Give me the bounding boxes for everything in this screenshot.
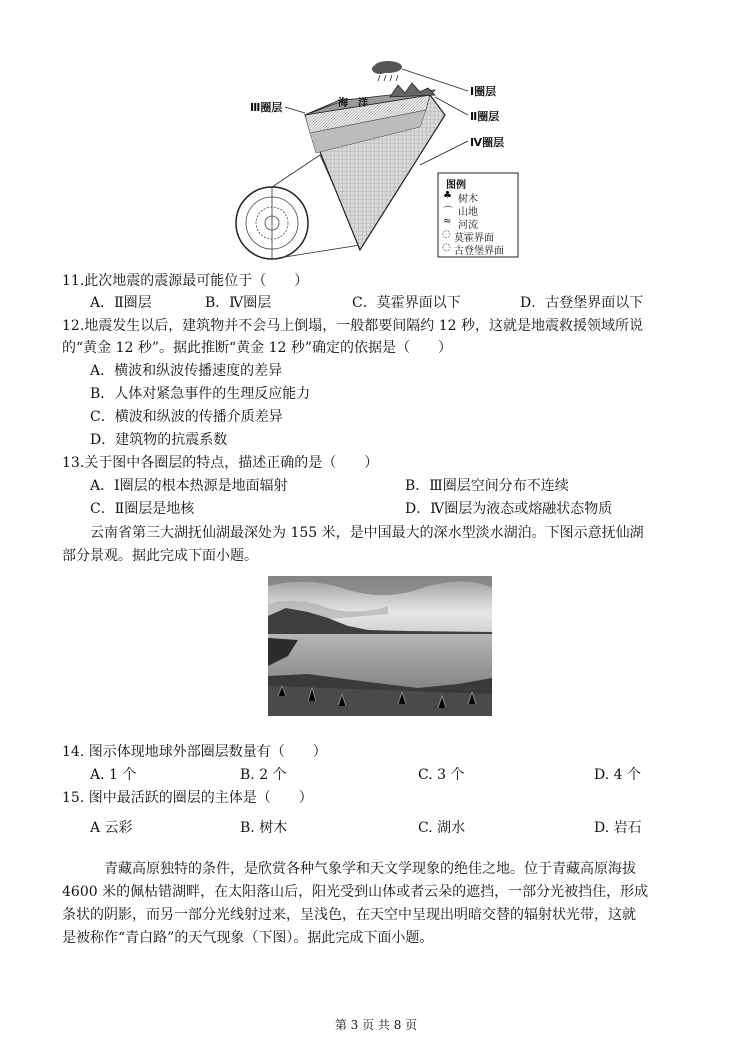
question-12: [62, 315, 643, 335]
q14-option-b: B. 2 个: [240, 767, 287, 783]
question-14: [62, 741, 327, 761]
layer2-label: Ⅱ圈层: [470, 110, 500, 123]
q11-option-b: B．Ⅳ圈层: [205, 295, 272, 311]
legend-item-river: 河流: [458, 220, 478, 231]
layer3-label: Ⅲ圈层: [250, 101, 283, 114]
question-stem: 图中最活跃的圈层的主体是（ ）: [88, 790, 313, 806]
layer4-label: Ⅳ圈层: [470, 136, 505, 149]
legend-item-gutenberg: 古登堡界面: [454, 246, 504, 257]
q11-option-a: A．Ⅱ圈层: [90, 295, 152, 311]
passage1-line2: 部分景观。据此完成下面小题。: [62, 548, 258, 564]
question-number: 15.: [62, 790, 85, 806]
legend-gutenberg-icon: ◌: [442, 242, 451, 253]
q13-option-b: B．Ⅲ圈层空间分布不连续: [405, 478, 569, 494]
q14-option-a: A. 1 个: [90, 767, 137, 783]
q11-option-d: D．古登堡界面以下: [520, 295, 644, 311]
q14-option-d: D. 4 个: [594, 767, 641, 783]
earth-layers-diagram: [230, 55, 530, 260]
question-stem: 图示体现地球外部圈层数量有（ ）: [88, 744, 327, 760]
q15-option-d: D. 岩石: [594, 820, 642, 836]
question-stem: 关于图中各圈层的特点，描述正确的是（ ）: [84, 455, 379, 471]
q15-option-b: B. 树木: [240, 820, 288, 836]
legend-tree-icon: ♣: [443, 190, 452, 201]
q13-option-d: D．Ⅳ圈层为液态或熔融状态物质: [405, 501, 613, 517]
question-number: 14.: [62, 744, 85, 760]
q12-option-a: A．横波和纵波传播速度的差异: [90, 363, 283, 379]
question-13: [62, 452, 378, 472]
question-stem-line1: 地震发生以后，建筑物并不会马上倒塌，一般都要间隔约 12 秒，这就是地震救援领域所说: [84, 318, 643, 334]
question-15: [62, 787, 313, 807]
q13-option-a: A．Ⅰ圈层的根本热源是地面辐射: [90, 478, 288, 494]
passage2-line3: 条状的阴影，而另一部分光线射过来，呈浅色，在天空中呈现出明暗交替的辐射状光带，这就: [62, 907, 636, 923]
legend-item-tree: 树木: [458, 194, 478, 205]
q15-option-a: A 云彩: [90, 820, 133, 836]
passage2-line1: 青藏高原独特的条件，是欣赏各种气象学和天文学现象的绝佳之地。位于青藏高原海拔: [104, 861, 636, 877]
question-number: 12.: [62, 318, 85, 334]
legend-item-moho: 莫霍界面: [454, 233, 494, 244]
question-number: 13.: [62, 455, 85, 471]
question-11: [62, 270, 308, 290]
legend-river-icon: ≈: [443, 216, 452, 227]
question-stem: 此次地震的震源最可能位于（ ）: [84, 273, 309, 289]
lake-photo: [268, 576, 492, 716]
q12-option-c: C．横波和纵波的传播介质差异: [90, 409, 283, 425]
q11-option-c: C．莫霍界面以下: [352, 295, 461, 311]
layer1-label: Ⅰ圈层: [470, 85, 497, 98]
ocean-label: 海 洋: [338, 98, 368, 109]
legend-title: 图例: [446, 180, 466, 191]
legend-moho-icon: ◌: [442, 229, 451, 240]
legend-item-mountain: 山地: [458, 207, 478, 218]
q13-option-c: C．Ⅱ圈层是地核: [90, 501, 195, 517]
q12-option-b: B．人体对紧急事件的生理反应能力: [90, 386, 311, 402]
q12-option-d: D．建筑物的抗震系数: [90, 432, 228, 448]
q14-option-c: C. 3 个: [418, 767, 465, 783]
legend-mountain-icon: ⌒: [443, 207, 453, 218]
page-footer: 第 3 页 共 8 页: [334, 1018, 418, 1032]
lake-photo-svg: [268, 576, 492, 716]
passage1-line1: 云南省第三大湖抚仙湖最深处为 155 米，是中国最大的深水型淡水湖泊。下图示意抚仙湖: [90, 525, 644, 541]
question-12-stem-line2: 的“黄金 12 秒”。据此推断“黄金 12 秒”确定的依据是（ ）: [62, 340, 453, 356]
question-number: 11.: [62, 273, 85, 289]
passage2-line4: 是被称作“青白路”的天气现象（下图）。据此完成下面小题。: [62, 930, 434, 946]
passage2-line2: 4600 米的佩枯错湖畔，在太阳落山后，阳光受到山体或者云朵的遮挡，一部分光被挡住，形成: [62, 884, 649, 900]
q15-option-c: C. 湖水: [418, 820, 466, 836]
